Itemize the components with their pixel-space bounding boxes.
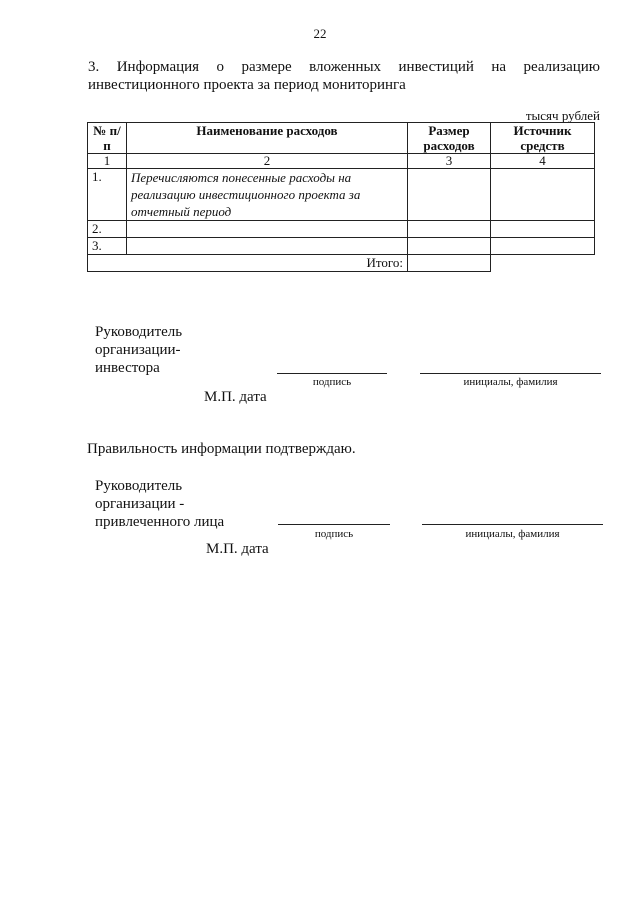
signature-line bbox=[278, 524, 390, 525]
investments-table bbox=[87, 122, 595, 272]
total-label: Итого: bbox=[88, 255, 408, 272]
name-caption: инициалы, фамилия bbox=[465, 528, 560, 540]
expense-amount bbox=[408, 238, 491, 255]
name-line bbox=[420, 373, 601, 374]
signature-caption: подпись bbox=[314, 528, 354, 540]
column-number: 1 bbox=[88, 154, 127, 169]
total-row bbox=[88, 255, 595, 272]
row-number: 2. bbox=[88, 221, 127, 238]
page-number: 22 bbox=[313, 26, 327, 41]
attracted-signer-label bbox=[95, 477, 224, 531]
expense-name: Перечисляются понесенные расходы на реализацию инвестиционного проекта за отчетный период bbox=[127, 169, 408, 221]
label-line: организации - bbox=[95, 496, 185, 512]
expense-amount bbox=[408, 169, 491, 221]
confirmation-text: Правильность информации подтверждаю. bbox=[87, 441, 356, 457]
column-number: 3 bbox=[408, 154, 491, 169]
investor-signer-label bbox=[95, 323, 182, 377]
label-line: Руководитель bbox=[95, 324, 183, 340]
expense-name bbox=[127, 221, 408, 238]
expense-name bbox=[127, 238, 408, 255]
stamp-date: М.П. дата bbox=[204, 389, 267, 405]
total-empty bbox=[491, 255, 595, 272]
signature-caption: подпись bbox=[312, 376, 352, 388]
header-expense-amount: Размер расходов bbox=[408, 123, 491, 154]
table-row bbox=[88, 221, 595, 238]
label-line: привлеченного лица bbox=[95, 514, 225, 530]
expense-amount bbox=[408, 221, 491, 238]
stamp-date: М.П. дата bbox=[206, 541, 269, 557]
funding-source bbox=[491, 238, 595, 255]
funding-source bbox=[491, 221, 595, 238]
header-number: № п/п bbox=[88, 123, 127, 154]
header-funding-source: Источник средств bbox=[491, 123, 595, 154]
name-caption: инициалы, фамилия bbox=[463, 376, 558, 388]
row-number: 3. bbox=[88, 238, 127, 255]
row-number: 1. bbox=[88, 169, 127, 221]
column-number-row bbox=[88, 154, 595, 169]
table-row bbox=[88, 238, 595, 255]
header-expense-name: Наименование расходов bbox=[127, 123, 408, 154]
section-heading: 3. Информация о размере вложенных инвестиций на реализацию инвестиционного проекта за период мониторинга bbox=[88, 59, 600, 93]
label-line: Руководитель bbox=[95, 478, 183, 494]
label-line: инвестора bbox=[95, 360, 160, 376]
name-line bbox=[422, 524, 603, 525]
table-header-row bbox=[88, 123, 595, 154]
signature-line bbox=[277, 373, 387, 374]
table-row bbox=[88, 169, 595, 221]
column-number: 4 bbox=[491, 154, 595, 169]
column-number: 2 bbox=[127, 154, 408, 169]
total-amount bbox=[408, 255, 491, 272]
funding-source bbox=[491, 169, 595, 221]
units-label: тысяч рублей bbox=[525, 108, 600, 123]
label-line: организации- bbox=[95, 342, 181, 358]
